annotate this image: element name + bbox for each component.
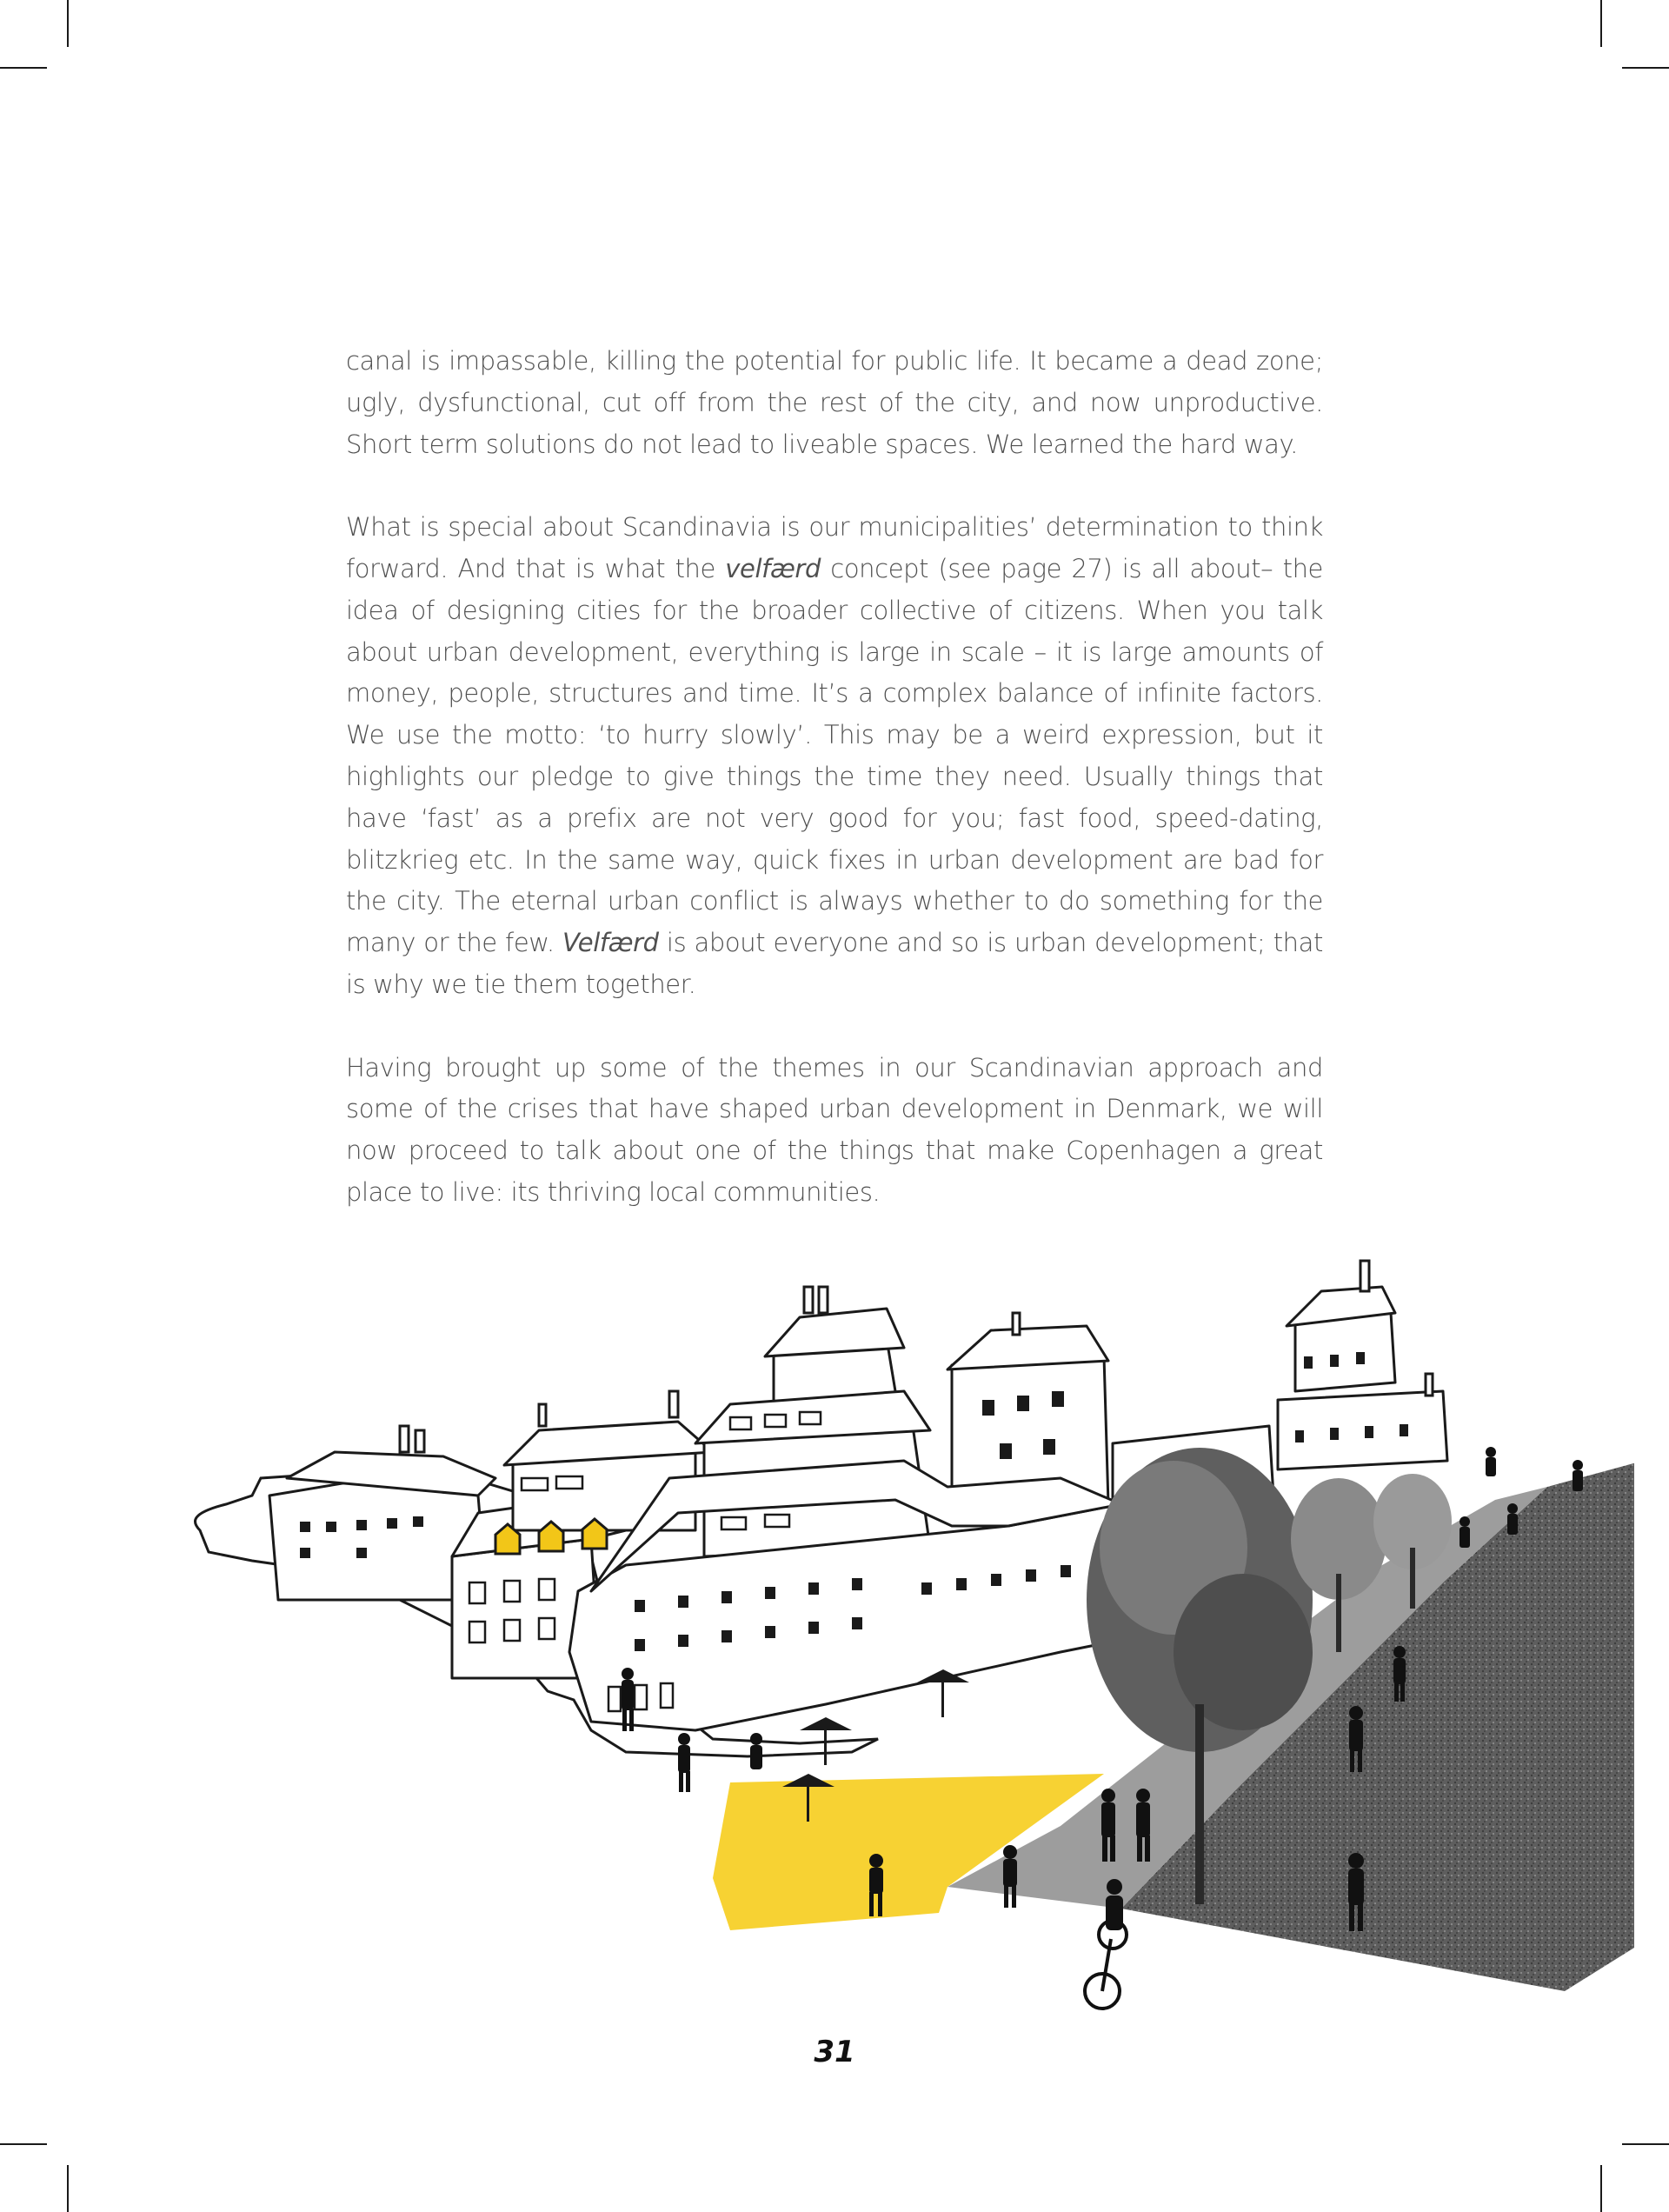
person-silhouette	[678, 1733, 690, 1792]
crop-mark-top-right-horizontal	[1622, 67, 1669, 69]
text-segment-italic: velfærd	[725, 553, 821, 583]
text-segment: Having brought up some of the themes in our Scandinavian approach and some of the crises that have shaped urban development in Denmark, we will now proceed to talk about one of the things that make Copenhagen a great place to live: its thriving local communities.	[346, 1052, 1323, 1207]
crop-mark-bottom-left-horizontal	[0, 2143, 47, 2145]
text-segment: What is special about Scandinavia is our municipalities’ determination to think forward. And that is what the	[346, 512, 1323, 583]
person-silhouette	[1507, 1503, 1518, 1535]
crop-mark-bottom-left-vertical	[67, 2165, 69, 2212]
person-silhouette	[1573, 1460, 1583, 1491]
street-scene-illustration	[139, 1217, 1634, 2035]
text-segment: concept (see page 27) is all about– the idea of designing cities for the broader collective of citizens. When you talk about urban development, everything is large in scale – it is large amounts of money, people, structures and time. It’s a complex balance of infinite factors. We use the motto: ‘to hurry slowly’. This may be a weird expression, but it highlights our pledge to give things the time they need. Usually things that have ‘fast’ as a prefix are not very good for you; fast food, speed-dating, blitzkrieg etc. In the same way, quick fixes in urban development are bad for the city. The eternal urban conflict is always whether to do something for the many or the few.	[346, 553, 1323, 958]
crop-mark-top-left-vertical	[67, 0, 69, 47]
person-silhouette	[1003, 1845, 1017, 1908]
paragraph-2	[346, 507, 1323, 1006]
person-silhouette	[1486, 1447, 1496, 1476]
body-text	[346, 341, 1323, 1214]
crop-mark-bottom-right-vertical	[1600, 2165, 1602, 2212]
crop-mark-top-left-horizontal	[0, 67, 47, 69]
person-silhouette	[1460, 1516, 1470, 1548]
crop-mark-bottom-right-horizontal	[1622, 2143, 1669, 2145]
paragraph-1	[346, 341, 1323, 465]
page-number: 31	[814, 2035, 855, 2069]
person-silhouette	[750, 1733, 762, 1769]
crop-mark-top-right-vertical	[1600, 0, 1602, 47]
text-segment-italic: Velfærd	[562, 928, 659, 958]
paragraph-3	[346, 1048, 1323, 1214]
text-segment: is about everyone and so is urban development; that is why we tie them together.	[346, 928, 1323, 999]
cyclist-body	[1106, 1879, 1123, 1930]
cyclist	[1085, 1921, 1127, 2009]
text-segment: canal is impassable, killing the potential for public life. It became a dead zone; ugly, dysfunctional, cut off from the rest of the city, and now unproductive. Short term solutions do not lead to liveable spaces. We learned the hard way.	[346, 346, 1323, 459]
